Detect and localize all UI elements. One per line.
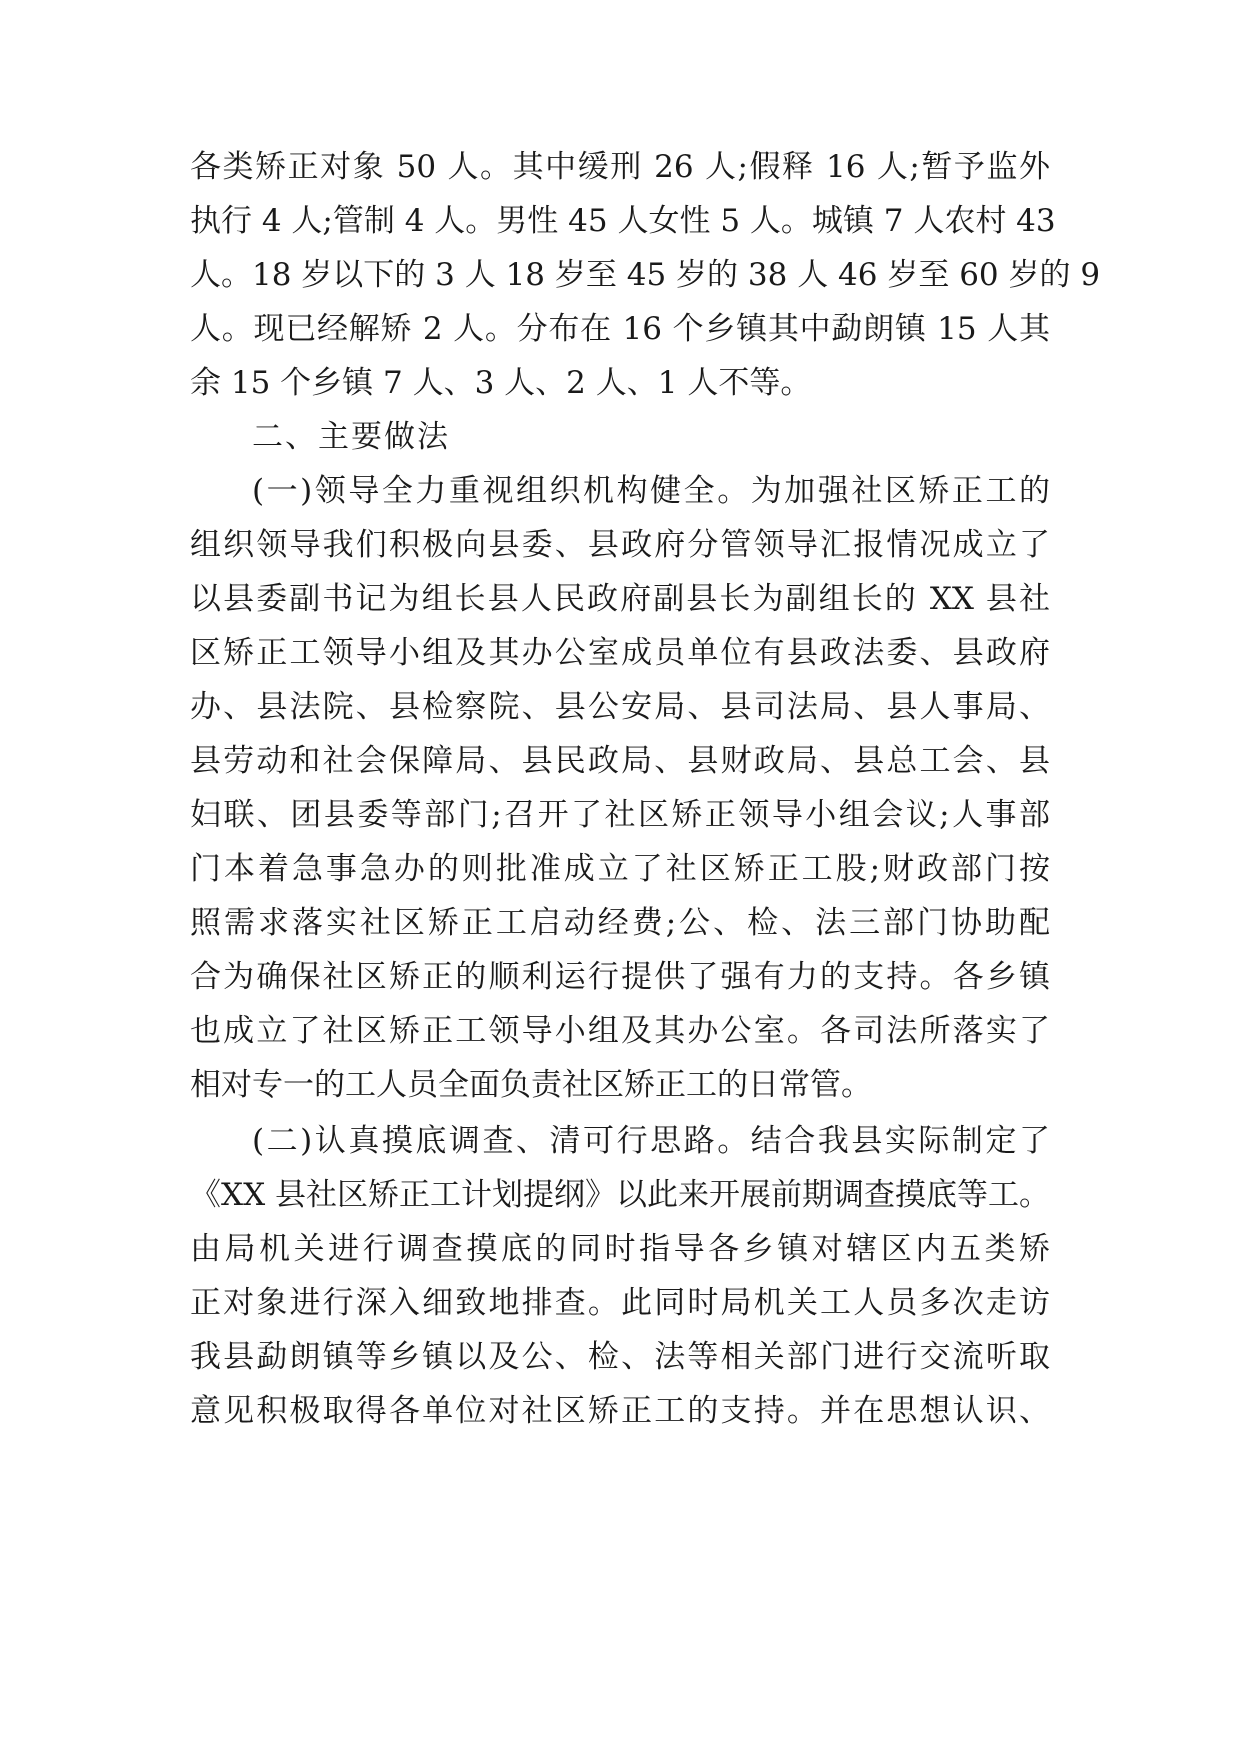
subsection-2-first-line: (二)认真摸底调查、清可行思路。结合我县实际制定了 xyxy=(252,1123,1050,1159)
text-line-16: 合为确保社区矫正的顺利运行提供了强有力的支持。各乡镇 xyxy=(190,959,1050,995)
text-line-24: 意见积极取得各单位对社区矫正工的支持。并在思想认识、 xyxy=(190,1393,1050,1429)
text-line-9: 以县委副书记为组长县人民政府副县长为副组长的 XX 县社 xyxy=(190,581,1050,617)
text-line-11: 办、县法院、县检察院、县公安局、县司法局、县人事局、 xyxy=(190,689,1050,725)
section-heading: 二、主要做法 xyxy=(252,419,450,455)
subsection-1-first-line: (一)领导全力重视组织机构健全。为加强社区矫正工的 xyxy=(252,473,1050,509)
text-line-18: 相对专一的工人员全面负责社区矫正工的日常管。 xyxy=(190,1067,872,1103)
text-line-17: 也成立了社区矫正工领导小组及其办公室。各司法所落实了 xyxy=(190,1013,1050,1049)
text-line-20: 《XX 县社区矫正工计划提纲》以此来开展前期调查摸底等工。 xyxy=(190,1177,1050,1213)
text-line-3: 人。18 岁以下的 3 人 18 岁至 45 岁的 38 人 46 岁至 60 岁的 9 xyxy=(190,257,1101,293)
text-line-23: 我县勐朗镇等乡镇以及公、检、法等相关部门进行交流听取 xyxy=(190,1339,1050,1375)
text-line-22: 正对象进行深入细致地排查。此同时局机关工人员多次走访 xyxy=(190,1285,1050,1321)
text-line-1: 各类矫正对象 50 人。其中缓刑 26 人;假释 16 人;暂予监外 xyxy=(190,149,1050,185)
text-line-15: 照需求落实社区矫正工启动经费;公、检、法三部门协助配 xyxy=(190,905,1050,941)
text-line-8: 组织领导我们积极向县委、县政府分管领导汇报情况成立了 xyxy=(190,527,1050,563)
text-line-12: 县劳动和社会保障局、县民政局、县财政局、县总工会、县 xyxy=(190,743,1050,779)
text-line-2: 执行 4 人;管制 4 人。男性 45 人女性 5 人。城镇 7 人农村 43 xyxy=(190,203,1056,239)
text-line-5: 余 15 个乡镇 7 人、3 人、2 人、1 人不等。 xyxy=(190,365,812,401)
text-line-13: 妇联、团县委等部门;召开了社区矫正领导小组会议;人事部 xyxy=(190,797,1050,833)
text-line-10: 区矫正工领导小组及其办公室成员单位有县政法委、县政府 xyxy=(190,635,1050,671)
text-line-14: 门本着急事急办的则批准成立了社区矫正工股;财政部门按 xyxy=(190,851,1050,887)
text-line-4: 人。现已经解矫 2 人。分布在 16 个乡镇其中勐朗镇 15 人其 xyxy=(190,311,1050,347)
text-line-21: 由局机关进行调查摸底的同时指导各乡镇对辖区内五类矫 xyxy=(190,1231,1050,1267)
